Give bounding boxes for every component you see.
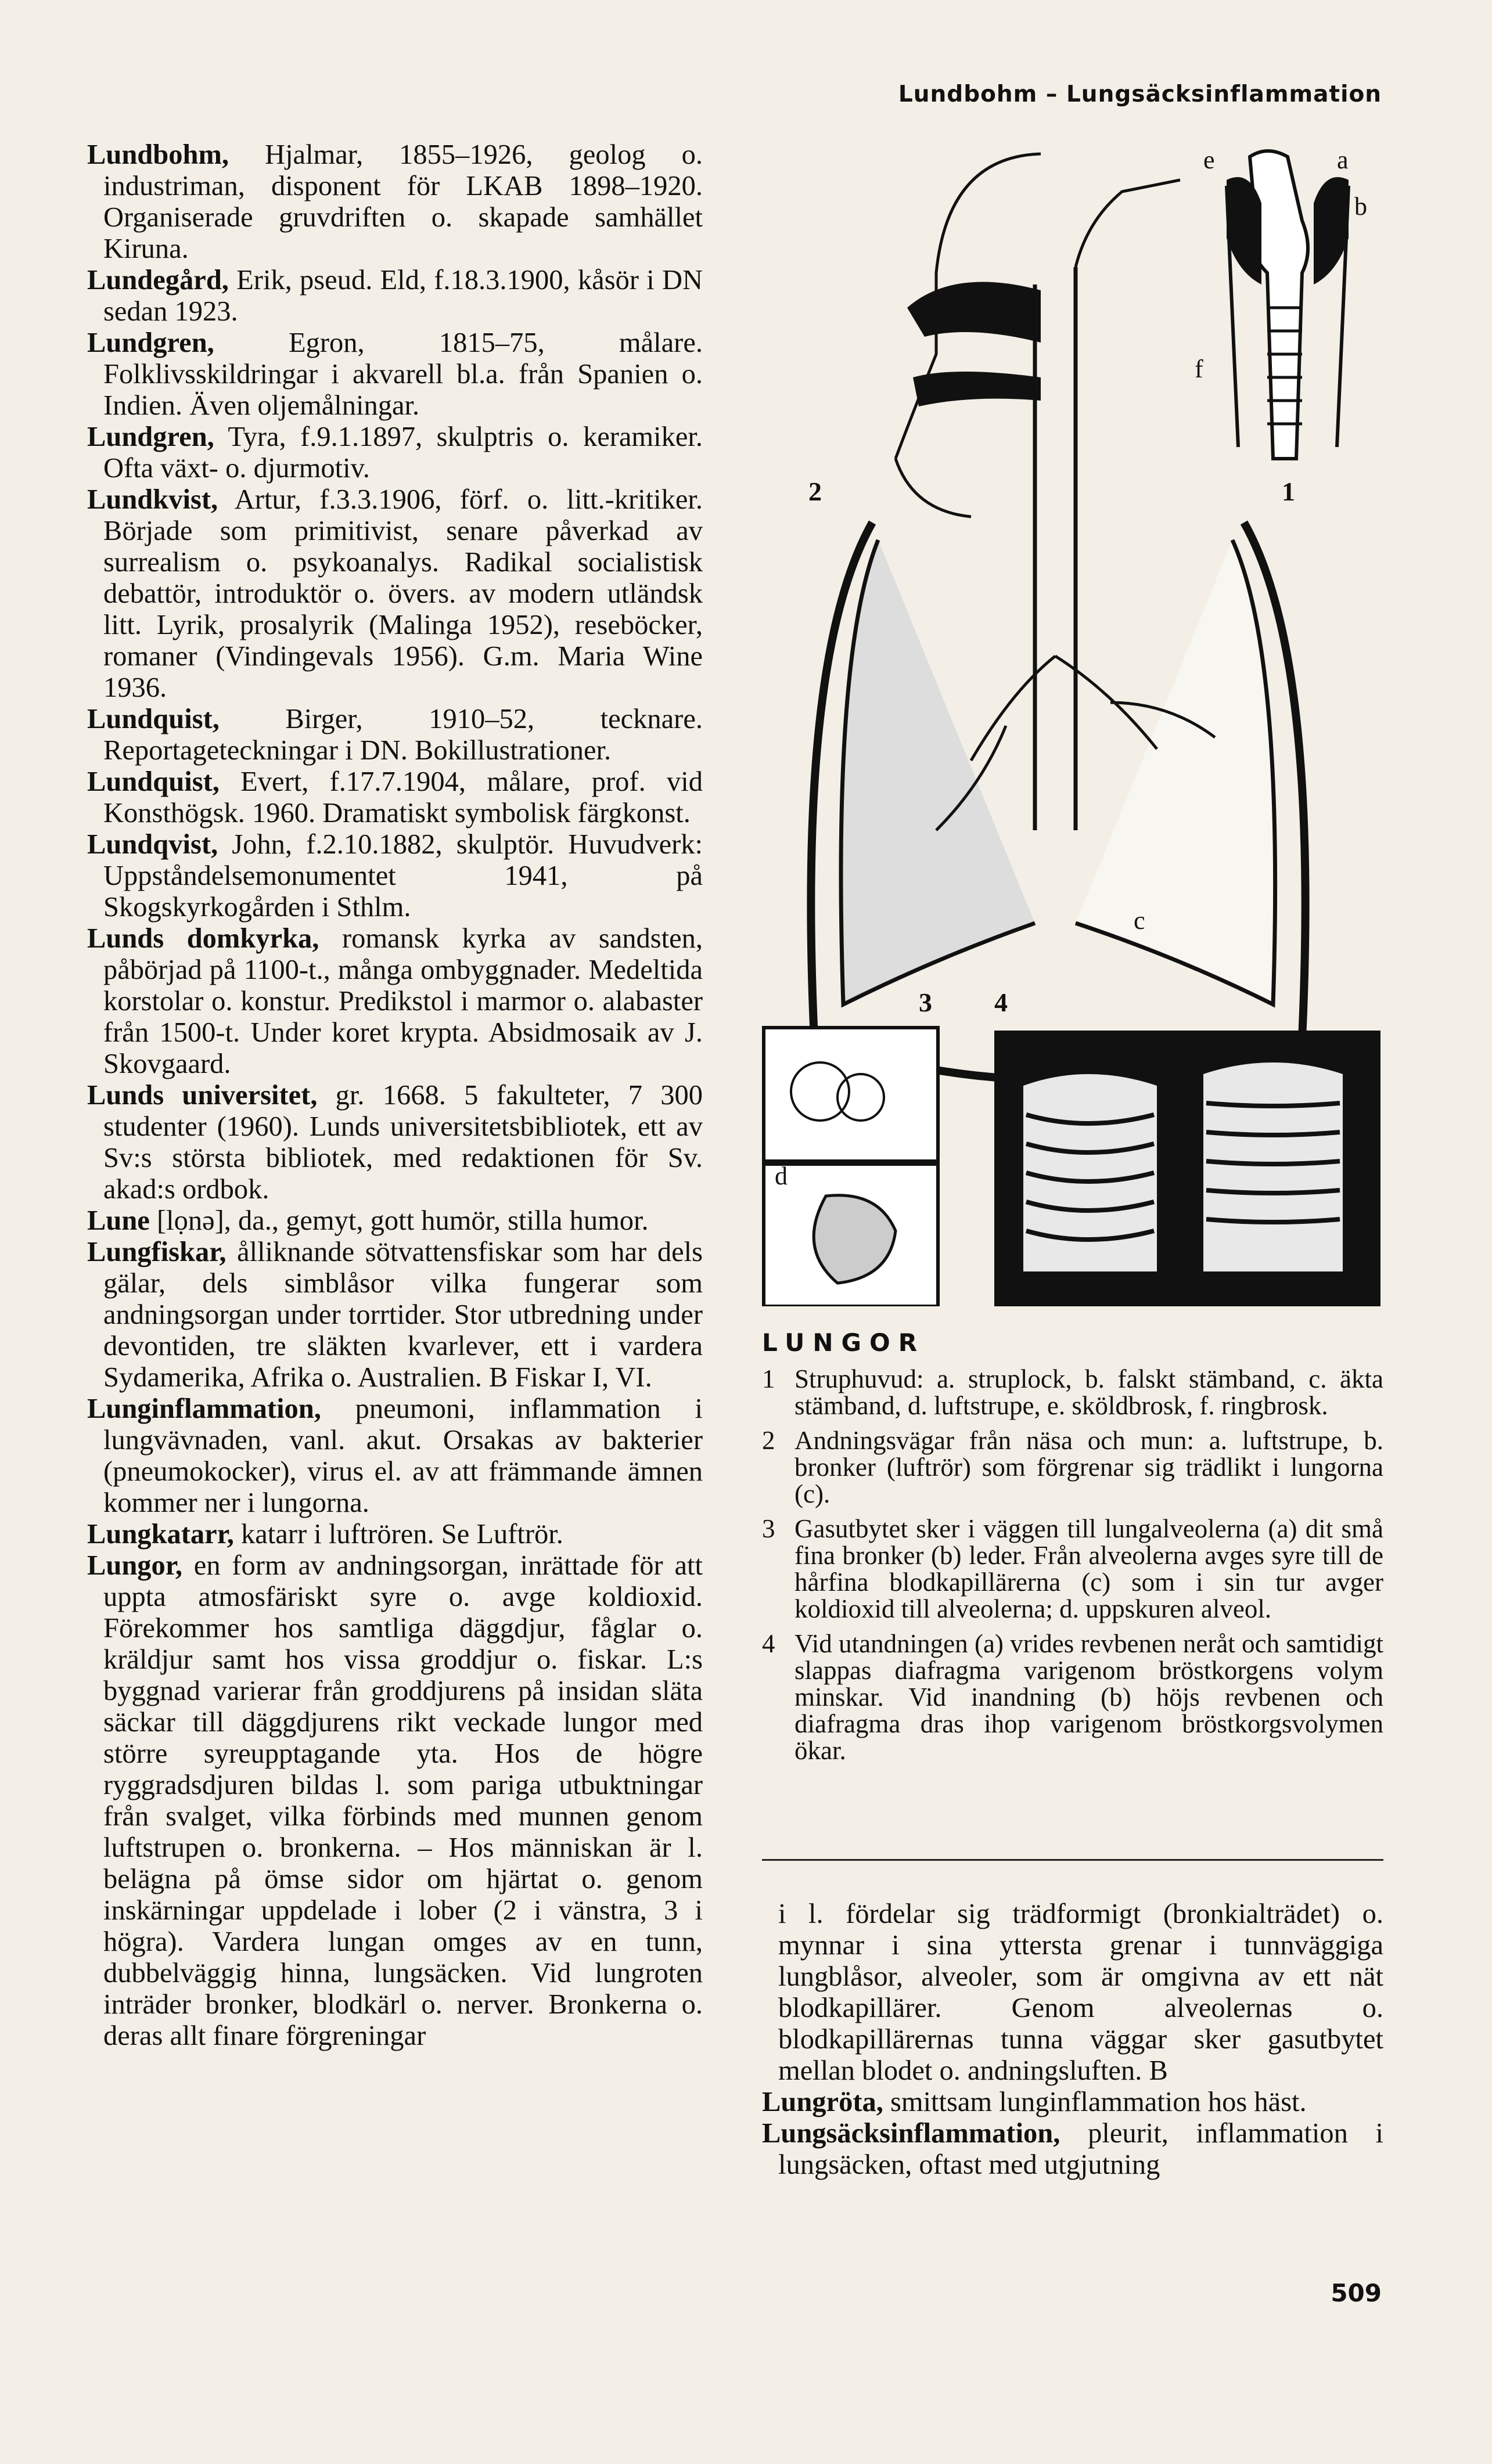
caption-item [762,1630,1383,1764]
entry-lungkatarr [87,1519,703,1550]
entry-lungsacksinflammation [762,2118,1383,2181]
entry-text: Birger, 1910–52, tecknare. Reportageteckningar i DN. Bokillustrationer. [103,704,703,766]
lung-illustration [762,134,1383,1306]
entry-text: Evert, f.17.7.1904, målare, prof. vid Konsthögsk. 1960. Dramatiskt symbolisk färgkonst. [103,766,703,828]
left-column [87,139,703,2052]
entry-text: Tyra, f.9.1.1897, skulptris o. keramiker. Ofta växt- o. djurmotiv. [103,422,703,484]
alveoli-panel [764,1028,938,1306]
entry-head: Lundgren, [87,327,214,358]
entry-lundegard [87,265,703,327]
entry-lundquist-evert [87,766,703,829]
caption-text: Struphuvud: a. struplock, b. falskt stämband, c. äkta stämband, d. luftstrupe, e. sköldbrosk, f. ringbrosk. [794,1364,1383,1420]
entry-head: Lunds domkyrka, [87,923,319,954]
entry-text: Erik, pseud. Eld, f.18.3.1900, kåsör i DN sedan 1923. [103,265,703,327]
entry-lundbohm [87,139,703,265]
page-number: 509 [1331,2279,1382,2307]
breathing-panel [994,1031,1380,1306]
figure-letter-a: a [1337,146,1349,174]
entry-text: katarr i luftrören. Se Luftrör. [233,1519,563,1550]
entry-head: Lundquist, [87,704,220,734]
running-header: Lundbohm – Lungsäcksinflammation [898,81,1382,107]
caption-text: Gasutbytet sker i väggen till lungalveolerna (a) dit små fina bronker (b) leder. Från alveolerna avges syre till de hårfina blodkapillärerna (c) som i sin tur avger koldioxid till alveolerna; d. uppskuren alveol. [794,1514,1383,1623]
entry-lunds-domkyrka [87,923,703,1080]
entry-text: ålliknande sötvattensfiskar som har dels gälar, dels simblåsor vilka fungerar som andningsorgan under torrtider. Stor utbredning under devontiden, tre släkten kvarlever, ett i vardera Sydamerika, Afrika o. Australien. B Fiskar I, VI. [103,1237,703,1393]
entry-lungor [87,1550,703,2052]
caption-item [762,1366,1383,1419]
entry-text: pneumoni, inflammation i lungvävnaden, vanl. akut. Orsakas av bakterier (pneumokocker), virus el. av att främmande ämnen kommer ner i lungorna. [103,1393,703,1518]
caption-number: 1 [762,1364,775,1393]
entry-head: Lungkatarr, [87,1519,234,1550]
entry-lune [87,1205,703,1237]
figure-caption [762,1330,1383,1772]
entry-lundgren-tyra [87,422,703,484]
entry-text: Artur, f.3.3.1906, förf. o. litt.-kritiker. Började som primitivist, senare påverkad av surrealism o. psykoanalys. Radikal socialistisk debattör, introduktör o. övers. av modern utländsk litt. Lyrik, prosalyrik (Malinga 1952), reseböcker, romaner (Vindingevals 1956). G.m. Maria Wine 1936. [103,484,703,703]
right-column [762,1899,1383,2181]
anatomy-drawing [762,134,1383,1306]
entry-lundquist-birger [87,704,703,766]
entry-text: smittsam lunginflammation hos häst. [883,2087,1307,2117]
figure-letter-d: d [775,1162,788,1190]
figure-letter-f: f [1195,355,1203,383]
entry-head: Lundegård, [87,265,229,296]
entry-text: Egron, 1815–75, målare. Folklivsskildringar i akvarell bl.a. från Spanien o. Indien. Även oljemålningar. [103,327,703,421]
entry-lungfiskar [87,1237,703,1393]
caption-title: LUNGOR [762,1328,926,1357]
figure-letter-b: b [1354,192,1367,221]
entry-head: Lundquist, [87,766,220,797]
caption-number: 3 [762,1514,775,1543]
caption-item [762,1515,1383,1622]
entry-lundkvist [87,484,703,704]
entry-text: Hjalmar, 1855–1926, geolog o. industriman, disponent för LKAB 1898–1920. Organiserade gruvdriften o. skapade samhället Kiruna. [103,139,703,264]
entry-text: John, f.2.10.1882, skulptör. Huvudverk: Uppståndelsemonumentet 1941, på Skogskyrkogården i Sthlm. [103,829,703,923]
entry-lunds-universitet [87,1080,703,1205]
figure-label-2: 2 [808,477,822,506]
entry-text: en form av andningsorgan, inrättade för att uppta atmosfäriskt syre o. avge koldioxid. Förekommer hos samtliga däggdjur, fåglar o. kräldjur samt hos vissa groddjur o. fiskar. L:s byggnad varierar från groddjurens på insidan släta säckar till däggdjurens rikt veckade lungor med större syreupptagande yta. Hos de högre ryggradsdjuren bildas l. som pariga utbuktningar från svalget, vilka förbinds med munnen genom luftstrupen o. bronkerna. – Hos människan är l. belägna på ömse sidor om hjärtat o. genom inskärningar uppdelade i lober (2 i vänstra, 3 i högra). Vardera lungan omges av en tunn, dubbelväggig hinna, lungsäcken. Vid lungroten inträder bronker, blodkärl o. nerver. Bronkerna o. deras allt finare förgreningar [103,1550,703,2051]
entry-head: Lunginflammation, [87,1393,321,1424]
caption-number: 4 [762,1629,775,1658]
entry-lundgren-egron [87,327,703,422]
entry-head: Lundgren, [87,422,214,452]
figure-label-1: 1 [1282,477,1295,506]
entry-head: Lundqvist, [87,829,218,860]
entry-head: Lungröta, [762,2087,883,2117]
entry-lundqvist-john [87,829,703,923]
entry-head: Lungor, [87,1550,182,1581]
entry-text: gr. 1668. 5 fakulteter, 7 300 studenter (1960). Lunds universitetsbibliotek, ett av Sv:s största bibliotek, med redaktionen för Sv. akad:s ordbok. [103,1080,703,1205]
caption-number: 2 [762,1426,775,1455]
entry-head: Lunds universitet, [87,1080,318,1111]
entry-text: i l. fördelar sig trädformigt (bronkialträdet) o. mynnar i sina yttersta grenar i tunnväggiga lungblåsor, alveoler, som är omgivna av ett nät blodkapillärer. Genom alveolernas o. blodkapillärernas tunna väggar sker gasutbytet mellan blodet o. andningsluften. B [778,1899,1383,2086]
entry-text: [lọnə], da., gemyt, gott humör, stilla humor. [149,1205,649,1236]
entry-head: Lungfiskar, [87,1237,227,1267]
entry-head: Lungsäcksinflammation, [762,2118,1060,2149]
entry-lunginflammation [87,1393,703,1519]
entry-head: Lundkvist, [87,484,218,515]
entry-lungrota [762,2087,1383,2118]
figure-letter-e: e [1203,146,1215,174]
caption-item [762,1427,1383,1507]
entry-text: romansk kyrka av sandsten, påbörjad på 1100-t., många ombyggnader. Medeltida korstolar o. konstur. Predikstol i marmor o. alabaster från 1500-t. Under koret krypta. Absidmosaik av J. Skovgaard. [103,923,703,1079]
figure-letter-c: c [1134,906,1145,935]
figure-label-4: 4 [994,988,1008,1017]
figure-label-3: 3 [919,988,932,1017]
entry-head: Lune [87,1205,150,1236]
caption-divider [762,1859,1383,1861]
caption-text: Andningsvägar från näsa och mun: a. luftstrupe, b. bronker (luftrör) som förgrenar sig trädlikt i lungorna (c). [794,1426,1383,1508]
entry-text: pleurit, inflammation i lungsäcken, oftast med utgjutning [778,2118,1383,2180]
caption-text: Vid utandningen (a) vrides revbenen neråt och samtidigt slappas diafragma varigenom bröstkorgens volym minskar. Vid inandning (b) höjs revbenen och diafragma dras ihop varigenom bröstkorgsvolymen ökar. [794,1629,1383,1765]
entry-head: Lundbohm, [87,139,229,170]
entry-lungor-continued [762,1899,1383,2087]
